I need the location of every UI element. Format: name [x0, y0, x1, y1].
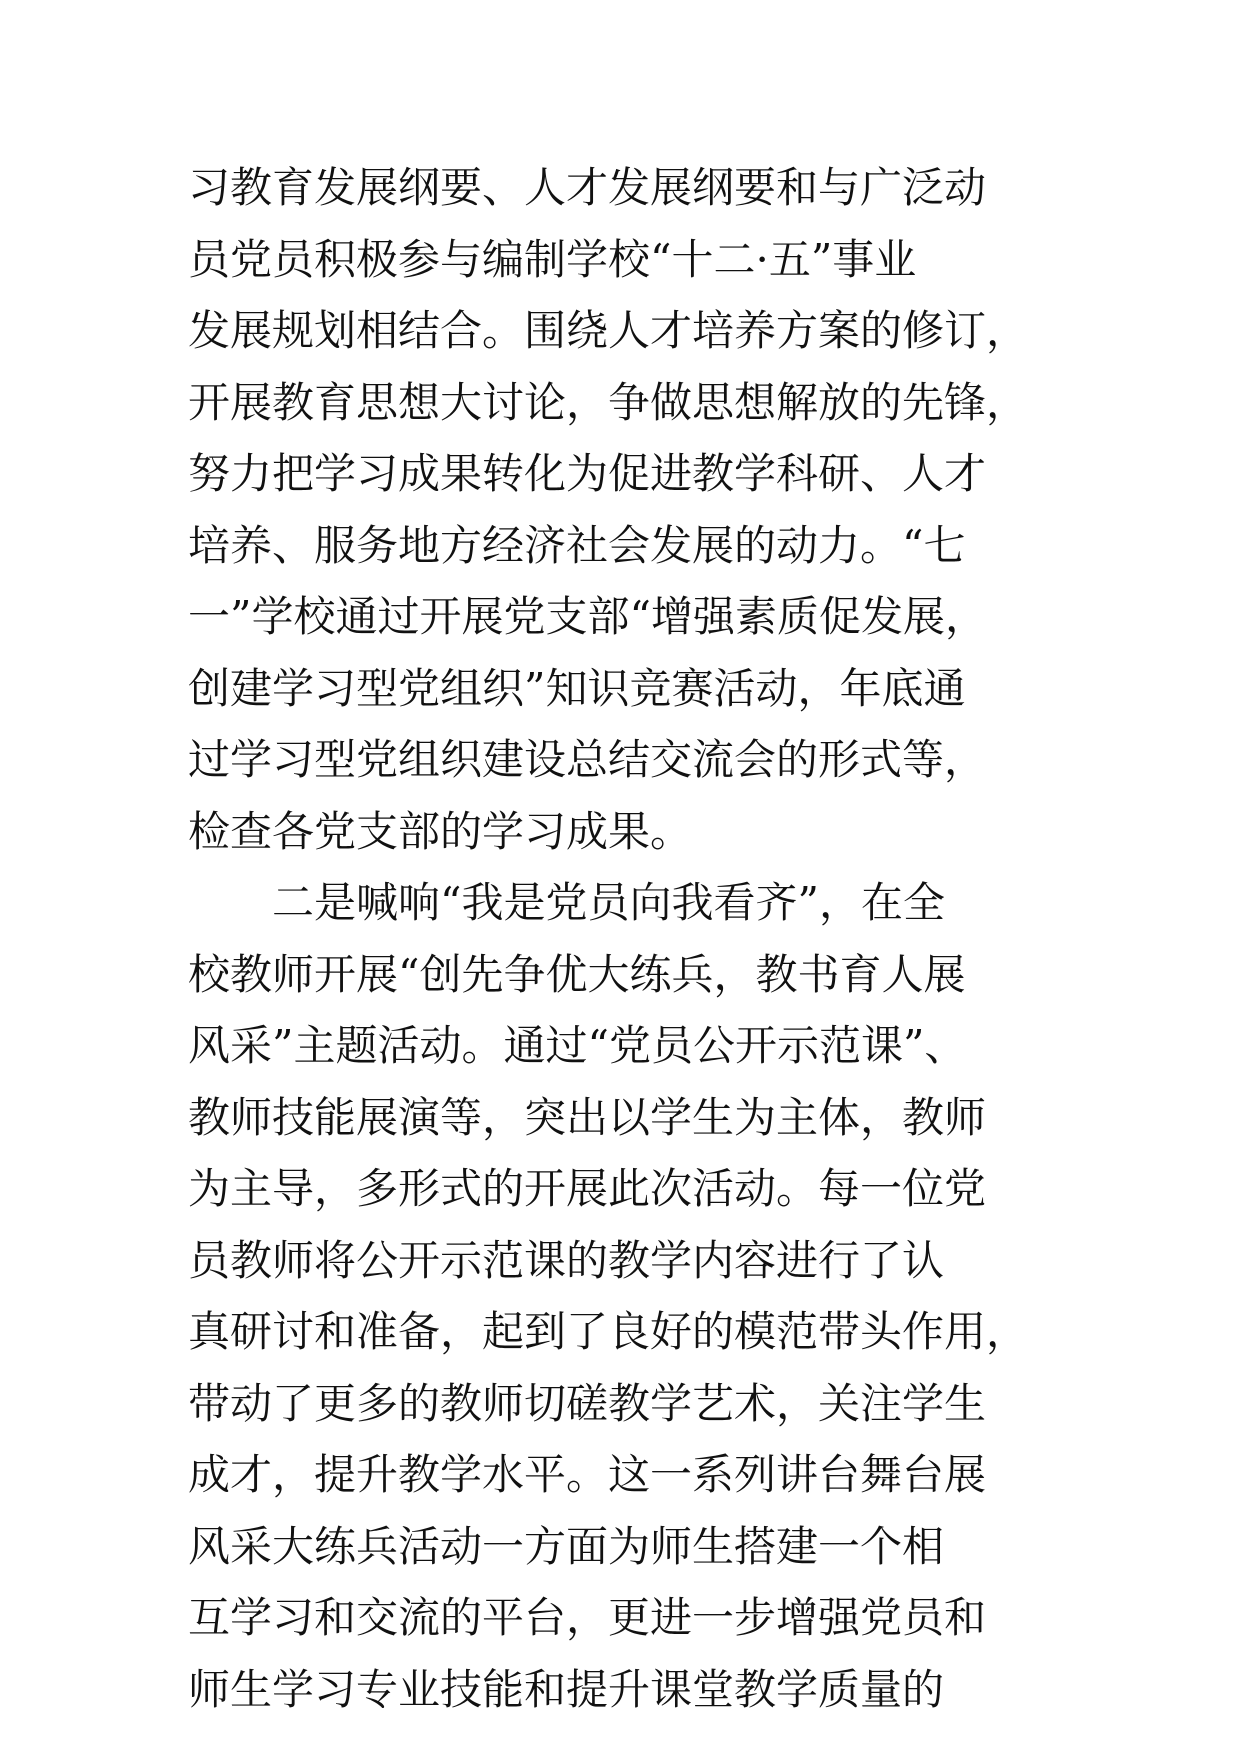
text-line: 检查各党支部的学习成果。 — [188, 806, 693, 856]
text-line: 真研讨和准备，起到了良好的模范带头作用， — [188, 1307, 1029, 1356]
text-line: 为主导，多形式的开展此次活动。每一位党 — [188, 1164, 987, 1213]
paragraph-start-line: 二是喊响“我是党员向我看齐”，在全 — [272, 878, 945, 927]
text-line: 风采”主题活动。通过“党员公开示范课”、 — [188, 1021, 967, 1070]
text-line: 发展规划相结合。围绕人才培养方案的修订， — [188, 306, 1029, 355]
text-line: 校教师开展“创先争优大练兵，教书育人展 — [188, 949, 966, 999]
text-line: 成才，提升教学水平。这一系列讲台舞台展 — [188, 1450, 987, 1499]
text-line: 风采大练兵活动一方面为师生搭建一个相 — [188, 1521, 945, 1571]
text-line: 开展教育思想大讨论，争做思想解放的先锋， — [188, 377, 1029, 427]
text-line: 一”学校通过开展党支部“增强素质促发展， — [188, 592, 987, 641]
text-line: 过学习型党组织建设总结交流会的形式等， — [188, 735, 987, 784]
text-line: 带动了更多的教师切磋教学艺术，关注学生 — [188, 1378, 987, 1428]
text-line: 培养、服务地方经济社会发展的动力。“七 — [188, 520, 966, 570]
body-text — [188, 152, 1128, 1725]
text-line: 努力把学习成果转化为促进教学科研、人才 — [188, 449, 987, 498]
text-line: 员党员积极参与编制学校“十二·五”事业 — [188, 234, 917, 284]
text-line: 习教育发展纲要、人才发展纲要和与广泛动 — [188, 163, 987, 212]
text-line: 互学习和交流的平台，更进一步增强党员和 — [188, 1593, 987, 1642]
text-line: 师生学习专业技能和提升课堂教学质量的 — [188, 1664, 945, 1714]
text-line: 教师技能展演等，突出以学生为主体，教师 — [188, 1092, 987, 1142]
text-line: 员教师将公开示范课的教学内容进行了认 — [188, 1235, 945, 1285]
text-line: 创建学习型党组织”知识竞赛活动，年底通 — [188, 663, 966, 713]
